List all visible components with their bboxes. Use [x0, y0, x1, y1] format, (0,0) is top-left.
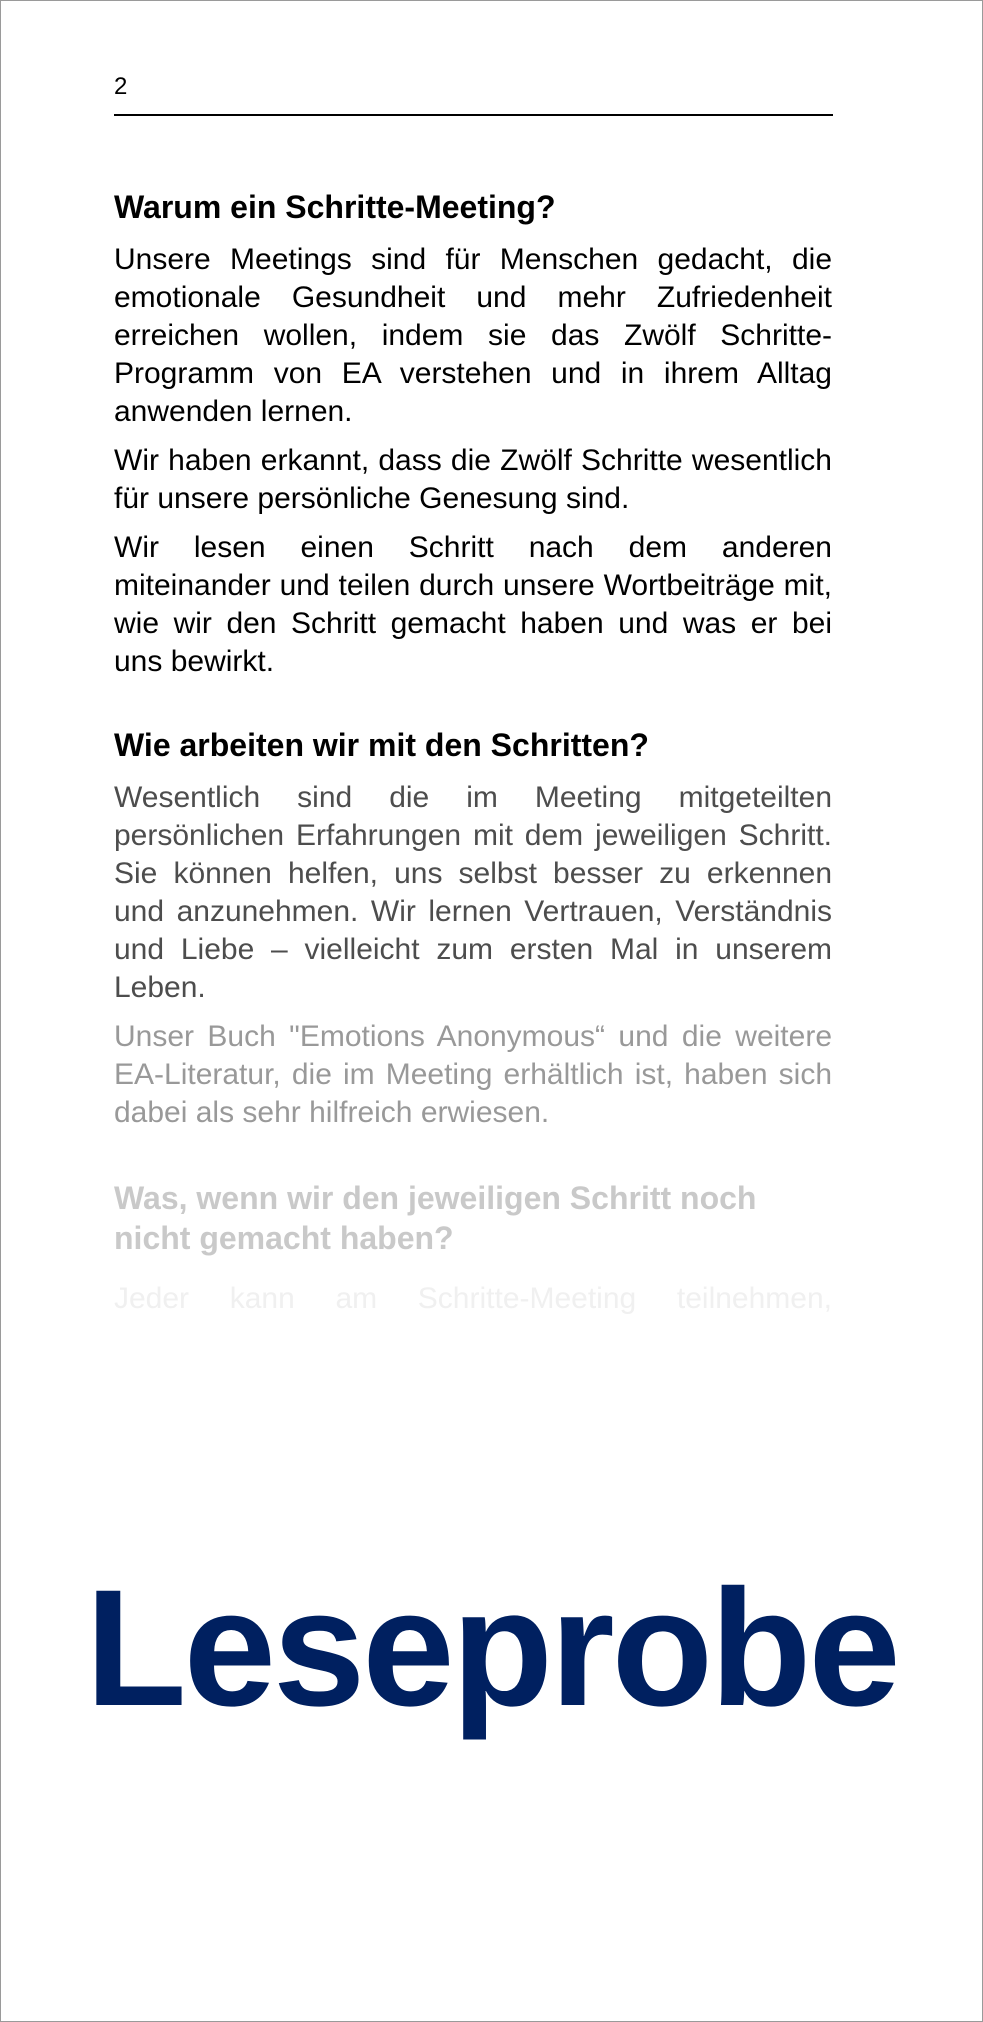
section-heading-why: Warum ein Schritte-Meeting?: [114, 189, 556, 225]
page-number: 2: [114, 73, 128, 100]
section-how-paragraph-1: Wesentlich sind die im Meeting mitgeteilten persönlichen Erfahrungen mit dem jeweiligen Schritt. Sie können helfen, uns selbst besser zu erkennen und anzunehmen. Wir lernen Vertrauen, Verständnis und Liebe – vielleicht zum ersten Mal in unserem Leben.: [114, 781, 832, 1004]
section-heading-how: Wie arbeiten wir mit den Schritten?: [114, 727, 649, 763]
section-why-paragraph-3: Wir lesen einen Schritt nach dem anderen miteinander und teilen durch unsere Wortbeiträge mit, wie wir den Schritt gemacht haben und was er bei uns bewirkt.: [114, 531, 832, 678]
section-how-paragraph-2: Unser Buch "Emotions Anonymous“ und die weitere EA-Literatur, die im Meeting erhältlich ist, haben sich dabei als sehr hilfreich erwiesen.: [114, 1020, 832, 1129]
preview-watermark: Leseprobe: [85, 1556, 898, 1741]
page-header: [114, 71, 833, 116]
section-what-if-paragraph-1: Jeder kann am Schritte-Meeting teilnehmen,: [114, 1282, 832, 1315]
section-why-paragraph-2: Wir haben erkannt, dass die Zwölf Schritte wesentlich für unsere persönliche Genesung sind.: [114, 444, 832, 515]
section-heading-what-if: Was, wenn wir den jeweiligen Schritt noch nicht gemacht haben?: [114, 1180, 757, 1256]
page-content: [114, 187, 832, 1318]
section-why-paragraph-1: Unsere Meetings sind für Menschen gedacht, die emotionale Gesundheit und mehr Zufriedenheit erreichen wollen, indem sie das Zwölf Schritte-Programm von EA verstehen und in ihrem Alltag anwenden lernen.: [114, 243, 832, 428]
